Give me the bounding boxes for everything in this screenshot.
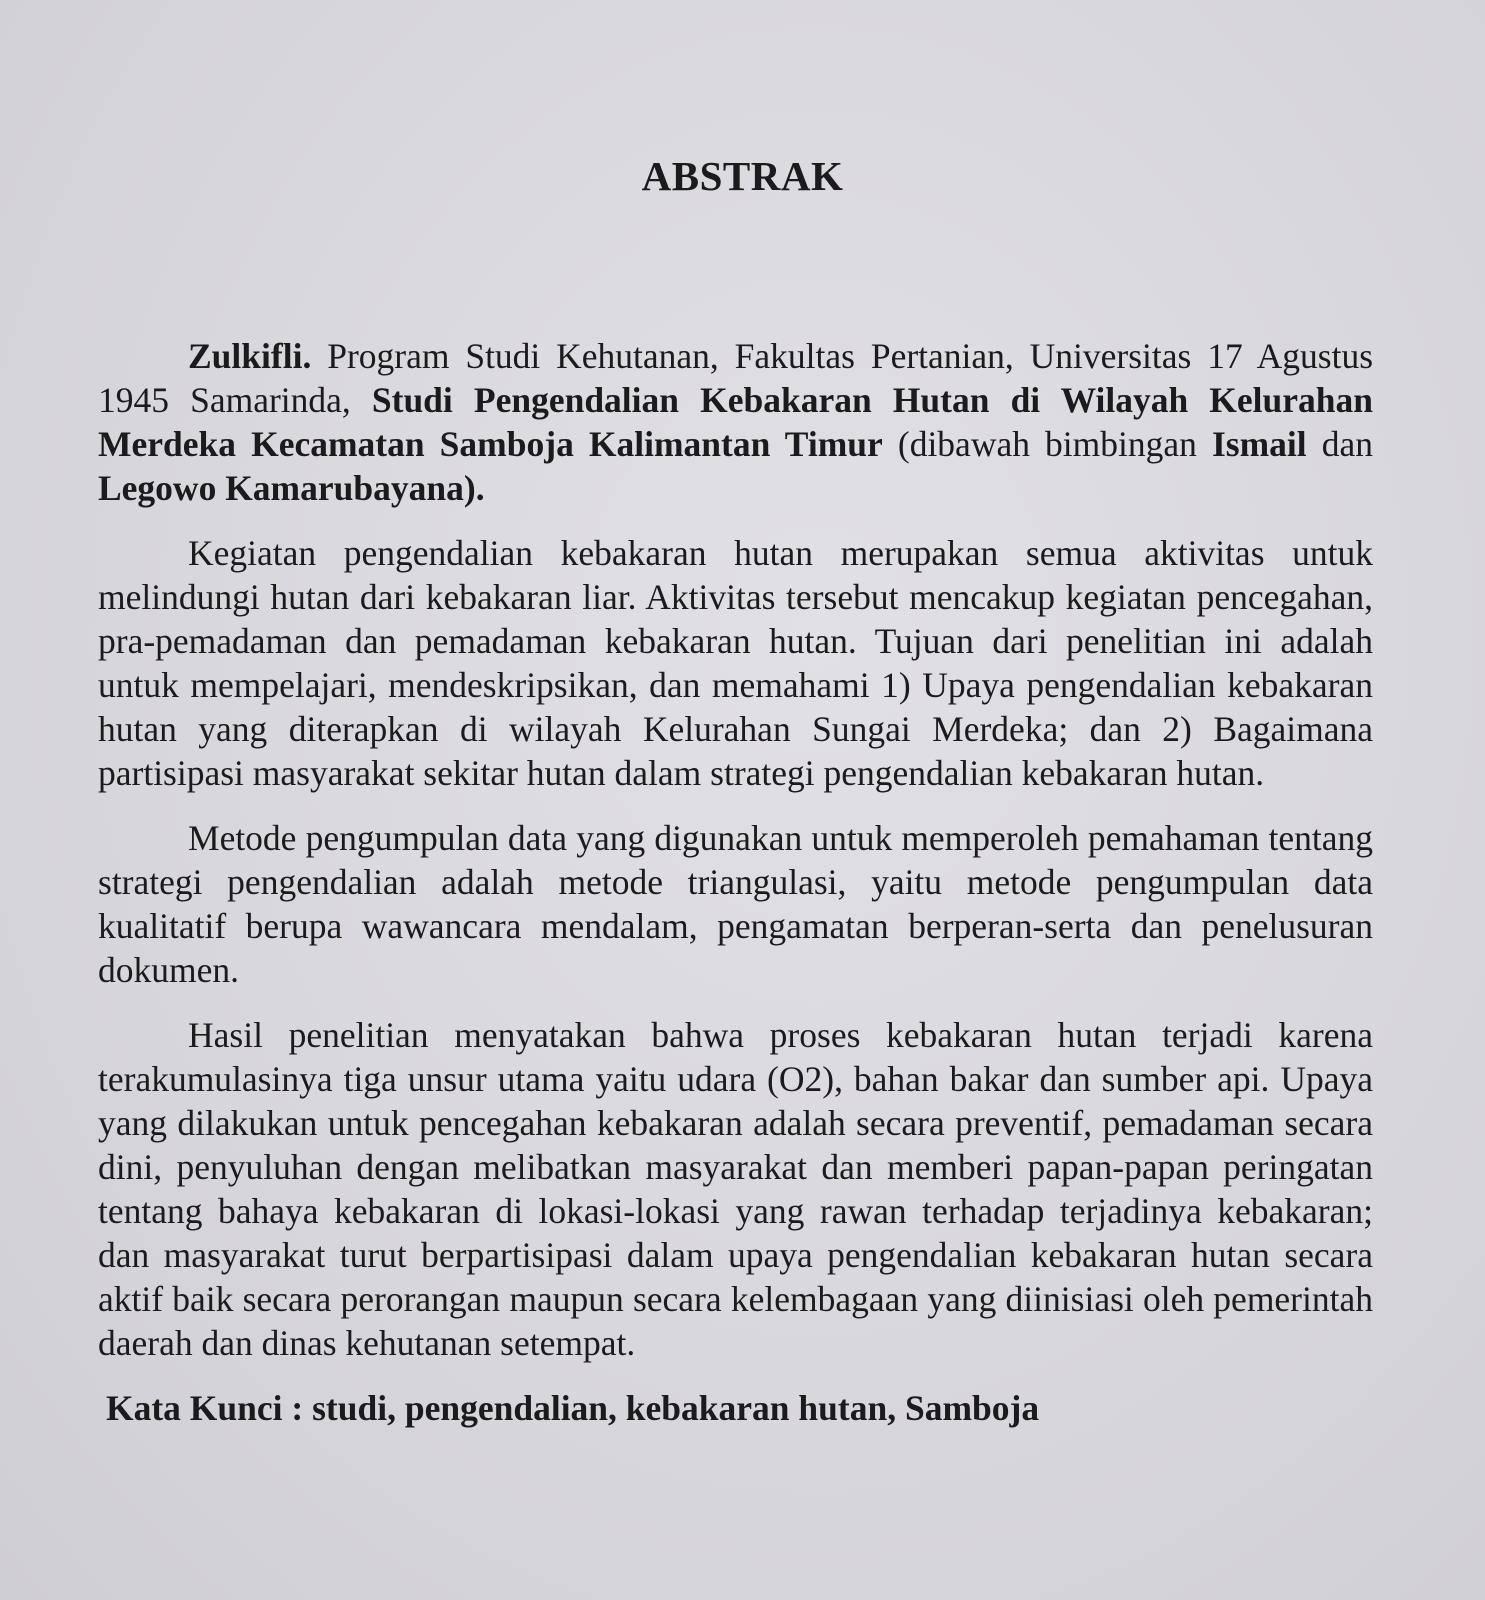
abstract-paragraph-1: Kegiatan pengendalian kebakaran hutan merupakan semua aktivitas untuk melindungi hutan dari kebakaran liar. Aktivitas tersebut mencakup kegiatan pencegahan, pra-pemadaman dan pemadaman kebakaran hutan. Tujuan dari penelitian ini adalah untuk mempelajari, mendeskripsikan, dan memahami 1) Upaya pengendalian kebakaran hutan yang diterapkan di wilayah Kelurahan Sungai Merdeka; dan 2) Bagaimana partisipasi masyarakat sekitar hutan dalam strategi pengendalian kebakaran hutan. bbox=[98, 533, 1373, 793]
abstract-body bbox=[98, 334, 1373, 1451]
author-name: Zulkifli. bbox=[188, 336, 312, 376]
affiliation-text: Program Studi Kehutanan, Fakultas Pertanian, Universitas 17 Agustus 1945 Samarinda, bbox=[98, 336, 1374, 420]
thesis-title: Studi Pengendalian Kebakaran Hutan di Wilayah Kelurahan Merdeka Kecamatan Samboja Kalimantan Timur bbox=[98, 380, 1374, 464]
keywords-line: Kata Kunci : studi, pengendalian, kebakaran hutan, Samboja bbox=[106, 1388, 1040, 1428]
abstract-paragraph-2: Metode pengumpulan data yang digunakan untuk memperoleh pemahaman tentang strategi pengendalian adalah metode triangulasi, yaitu metode pengumpulan data kualitatif berupa wawancara mendalam, pengamatan berperan-serta dan penelusuran dokumen. bbox=[98, 818, 1373, 990]
abstract-paragraph-3: Hasil penelitian menyatakan bahwa proses kebakaran hutan terjadi karena terakumulasinya tiga unsur utama yaitu udara (O2), bahan bakar dan sumber api. Upaya yang dilakukan untuk pencegahan kebakaran adalah secara preventif, pemadaman secara dini, penyuluhan dengan melibatkan masyarakat dan memberi papan-papan peringatan tentang bahaya kebakaran di lokasi-lokasi yang rawan terhadap terjadinya kebakaran; dan masyarakat turut berpartisipasi dalam upaya pengendalian kebakaran hutan secara aktif baik secara perorangan maupun secara kelembagaan yang diinisiasi oleh pemerintah daerah dan dinas kehutanan setempat. bbox=[98, 1015, 1373, 1363]
supervisor-1: Ismail bbox=[1211, 424, 1307, 464]
page-title: ABSTRAK bbox=[641, 153, 844, 199]
citation-paragraph bbox=[98, 334, 1373, 510]
conjunction-text: dan bbox=[1321, 424, 1374, 464]
supervision-prefix: (dibawah bimbingan bbox=[897, 424, 1197, 464]
supervisor-2: Legowo Kamarubayana). bbox=[98, 468, 485, 508]
